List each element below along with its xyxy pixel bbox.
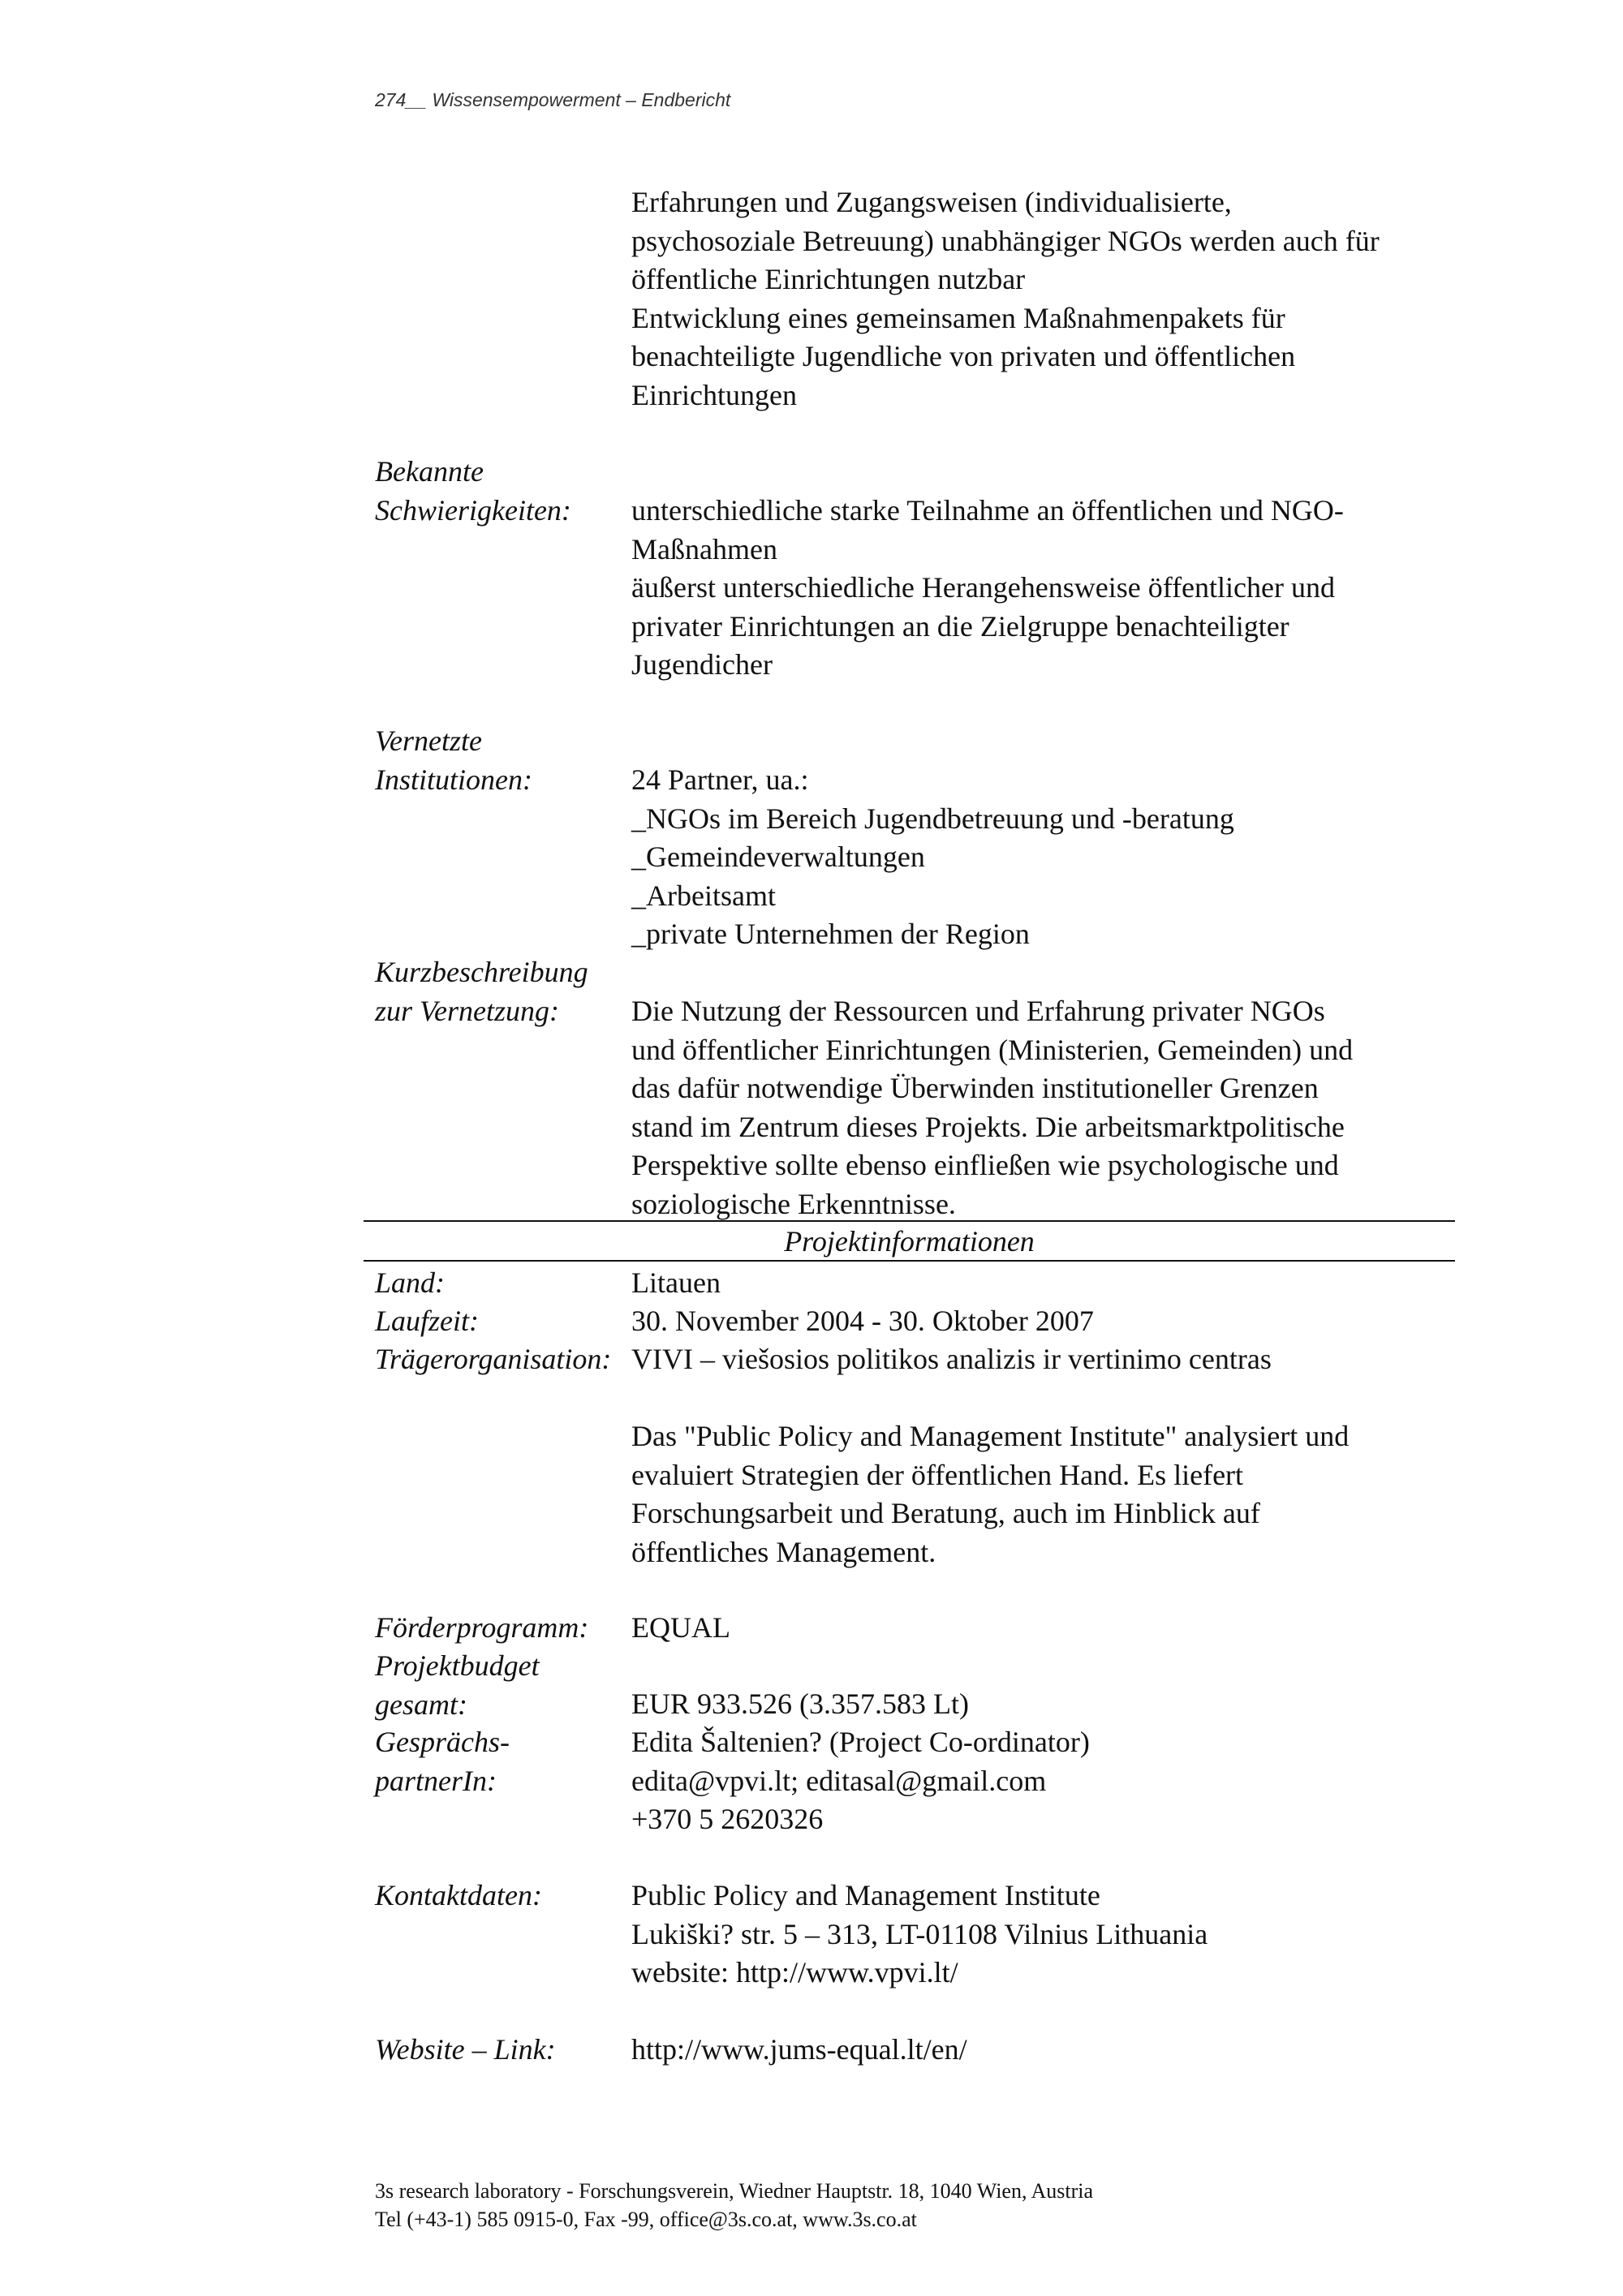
label-institutionen: Vernetzte Institutionen:	[375, 724, 532, 796]
text-line: öffentliches Management.	[631, 1535, 936, 1568]
text-line: Entwicklung eines gemeinsamen Maßnahmenpakets für	[631, 301, 1285, 334]
contact-email[interactable]: edita@vpvi.lt; editasal@gmail.com	[631, 1764, 1047, 1797]
text-line: Lukiški? str. 5 – 313, LT-01108 Vilnius Lithuania	[631, 1917, 1208, 1950]
text-line: Maßnahmen	[631, 532, 777, 565]
footer-line: Tel (+43-1) 585 0915-0, Fax -99, office@3s.co.at, www.3s.co.at	[375, 2208, 917, 2231]
footer-line: 3s research laboratory - Forschungsverein, Wiedner Hauptstr. 18, 1040 Wien, Austria	[375, 2179, 1094, 2203]
text-line: öffentliche Einrichtungen nutzbar	[631, 263, 1026, 295]
value-traeger: VIVI – viešosios politikos analizis ir vertinimo centras	[631, 1343, 1272, 1375]
label-traeger: Trägerorganisation:	[375, 1343, 612, 1375]
text-line: _NGOs im Bereich Jugendbetreuung und -beratung	[631, 802, 1234, 835]
text-line: Erfahrungen und Zugangsweisen (individualisierte,	[631, 186, 1232, 218]
text-line: privater Einrichtungen an die Zielgruppe benachteiligter	[631, 609, 1289, 643]
value-laufzeit: 30. November 2004 - 30. Oktober 2007	[631, 1305, 1094, 1337]
text-line: Jugendicher	[631, 648, 773, 681]
text-line: psychosoziale Betreuung) unabhängiger NGOs werden auch für	[631, 224, 1380, 257]
text-line: Edita Šaltenien? (Project Co-ordinator)	[631, 1726, 1090, 1758]
text-line: 24 Partner, ua.:	[631, 763, 809, 796]
value-kontaktdaten	[631, 1877, 1451, 1993]
text-line: unterschiedliche starke Teilnahme an öffentlichen und NGO-	[631, 494, 1344, 527]
divider-bottom	[364, 1260, 1455, 1262]
text-line: das dafür notwendige Überwinden institutioneller Grenzen	[631, 1072, 1319, 1104]
text-line: Forschungsarbeit und Beratung, auch im Hinblick auf	[631, 1497, 1260, 1529]
label-gespraechspartner: Gesprächs- partnerIn:	[375, 1726, 510, 1797]
text-line: Public Policy and Management Institute	[631, 1879, 1100, 1911]
label-foerderprogramm: Förderprogramm:	[375, 1611, 589, 1644]
intro-text	[631, 183, 1451, 415]
label-laufzeit: Laufzeit:	[375, 1305, 480, 1337]
website-link[interactable]: website: http://www.vpvi.lt/	[631, 1956, 958, 1989]
label-schwierigkeiten: Bekannte Schwierigkeiten:	[375, 455, 571, 527]
text-vernetzung	[631, 992, 1451, 1223]
traeger-description	[631, 1417, 1451, 1572]
page-footer	[375, 2177, 1511, 2234]
text-line: äußerst unterschiedliche Herangehensweise öffentlicher und	[631, 571, 1335, 604]
label-vernetzung: Kurzbeschreibung zur Vernetzung:	[375, 956, 588, 1027]
label-land: Land:	[375, 1266, 446, 1299]
value-gespraechspartner	[631, 1723, 1451, 1839]
label-budget: Projektbudget gesamt:	[375, 1649, 540, 1721]
text-line: _private Unternehmen der Region	[631, 918, 1030, 950]
text-line: stand im Zentrum dieses Projekts. Die arbeitsmarktpolitische	[631, 1110, 1345, 1143]
text-line: Das "Public Policy and Management Institute" analysiert und	[631, 1420, 1350, 1452]
running-header: 274__ Wissensempowerment – Endbericht	[375, 89, 731, 110]
label-website: Website – Link:	[375, 2033, 556, 2066]
text-line: _Arbeitsamt	[631, 879, 776, 912]
text-line: Die Nutzung der Ressourcen und Erfahrung privater NGOs	[631, 995, 1325, 1027]
text-line: evaluiert Strategien der öffentlichen Hand. Es liefert	[631, 1458, 1244, 1491]
text-line: _Gemeindeverwaltungen	[631, 841, 925, 873]
label-kontaktdaten: Kontaktdaten:	[375, 1879, 542, 1911]
value-land: Litauen	[631, 1266, 721, 1299]
text-line: Einrichtungen	[631, 378, 797, 411]
text-institutionen	[631, 761, 1451, 954]
value-budget: EUR 933.526 (3.357.583 Lt)	[631, 1688, 969, 1720]
contact-phone: +370 5 2620326	[631, 1803, 824, 1835]
website-url-link[interactable]: http://www.jums-equal.lt/en/	[631, 2033, 967, 2066]
text-schwierigkeiten	[631, 492, 1451, 685]
text-line: benachteiligte Jugendliche von privaten und öffentlichen	[631, 340, 1296, 372]
text-line: Perspektive sollte ebenso einfließen wie psychologische und	[631, 1149, 1339, 1181]
text-line: und öffentlicher Einrichtungen (Ministerien, Gemeinden) und	[631, 1033, 1354, 1066]
text-line: soziologische Erkenntnisse.	[631, 1187, 956, 1220]
divider-top	[364, 1220, 1455, 1222]
section-title-projektinformationen: Projektinformationen	[784, 1225, 1035, 1258]
value-foerderprogramm: EQUAL	[631, 1611, 730, 1644]
